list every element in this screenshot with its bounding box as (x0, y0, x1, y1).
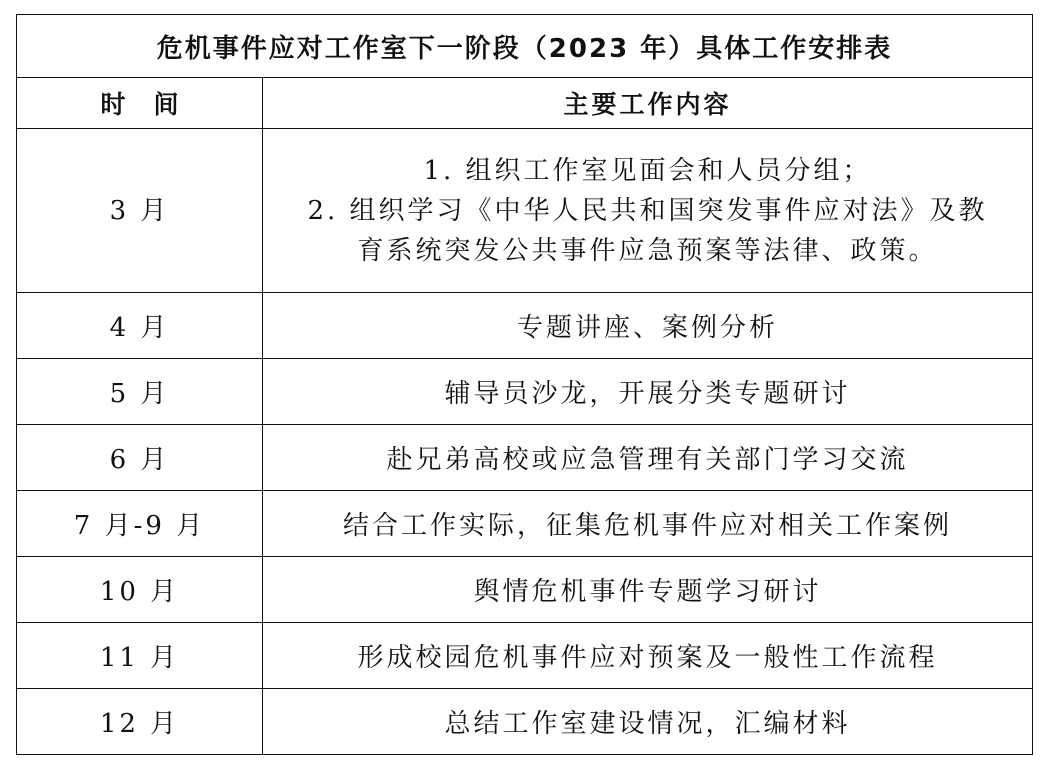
document (16, 14, 1032, 755)
table-title: 危机事件应对工作室下一阶段（2023 年）具体工作安排表 (17, 15, 1033, 78)
row-time: 7 月-9 月 (17, 491, 263, 557)
header-content: 主要工作内容 (263, 78, 1033, 129)
row-content: 总结工作室建设情况，汇编材料 (263, 689, 1033, 755)
row-content: 形成校园危机事件应对预案及一般性工作流程 (263, 623, 1033, 689)
table-row (17, 491, 1033, 557)
content-line: 2. 组织学习《中华人民共和国突发事件应对法》及教 (307, 195, 988, 226)
row-time: 12 月 (17, 689, 263, 755)
row-content: 赴兄弟高校或应急管理有关部门学习交流 (263, 425, 1033, 491)
schedule-table (16, 14, 1033, 755)
table-row (17, 689, 1033, 755)
row-content: 辅导员沙龙，开展分类专题研讨 (263, 359, 1033, 425)
content-line: 1. 组织工作室见面会和人员分组； (423, 155, 872, 186)
header-time: 时间 (17, 78, 263, 129)
table-row (17, 129, 1033, 293)
table-row (17, 557, 1033, 623)
table-row (17, 425, 1033, 491)
row-time: 6 月 (17, 425, 263, 491)
header-row (17, 78, 1033, 129)
row-time: 11 月 (17, 623, 263, 689)
table-row (17, 293, 1033, 359)
row-time: 3 月 (17, 129, 263, 293)
row-time: 10 月 (17, 557, 263, 623)
row-content: 专题讲座、案例分析 (263, 293, 1033, 359)
row-content: 舆情危机事件专题学习研讨 (263, 557, 1033, 623)
content-line: 育系统突发公共事件应急预案等法律、政策。 (357, 235, 938, 266)
title-row (17, 15, 1033, 78)
row-time: 4 月 (17, 293, 263, 359)
table-row (17, 359, 1033, 425)
row-time: 5 月 (17, 359, 263, 425)
row-content (263, 129, 1033, 293)
table-row (17, 623, 1033, 689)
row-content: 结合工作实际，征集危机事件应对相关工作案例 (263, 491, 1033, 557)
